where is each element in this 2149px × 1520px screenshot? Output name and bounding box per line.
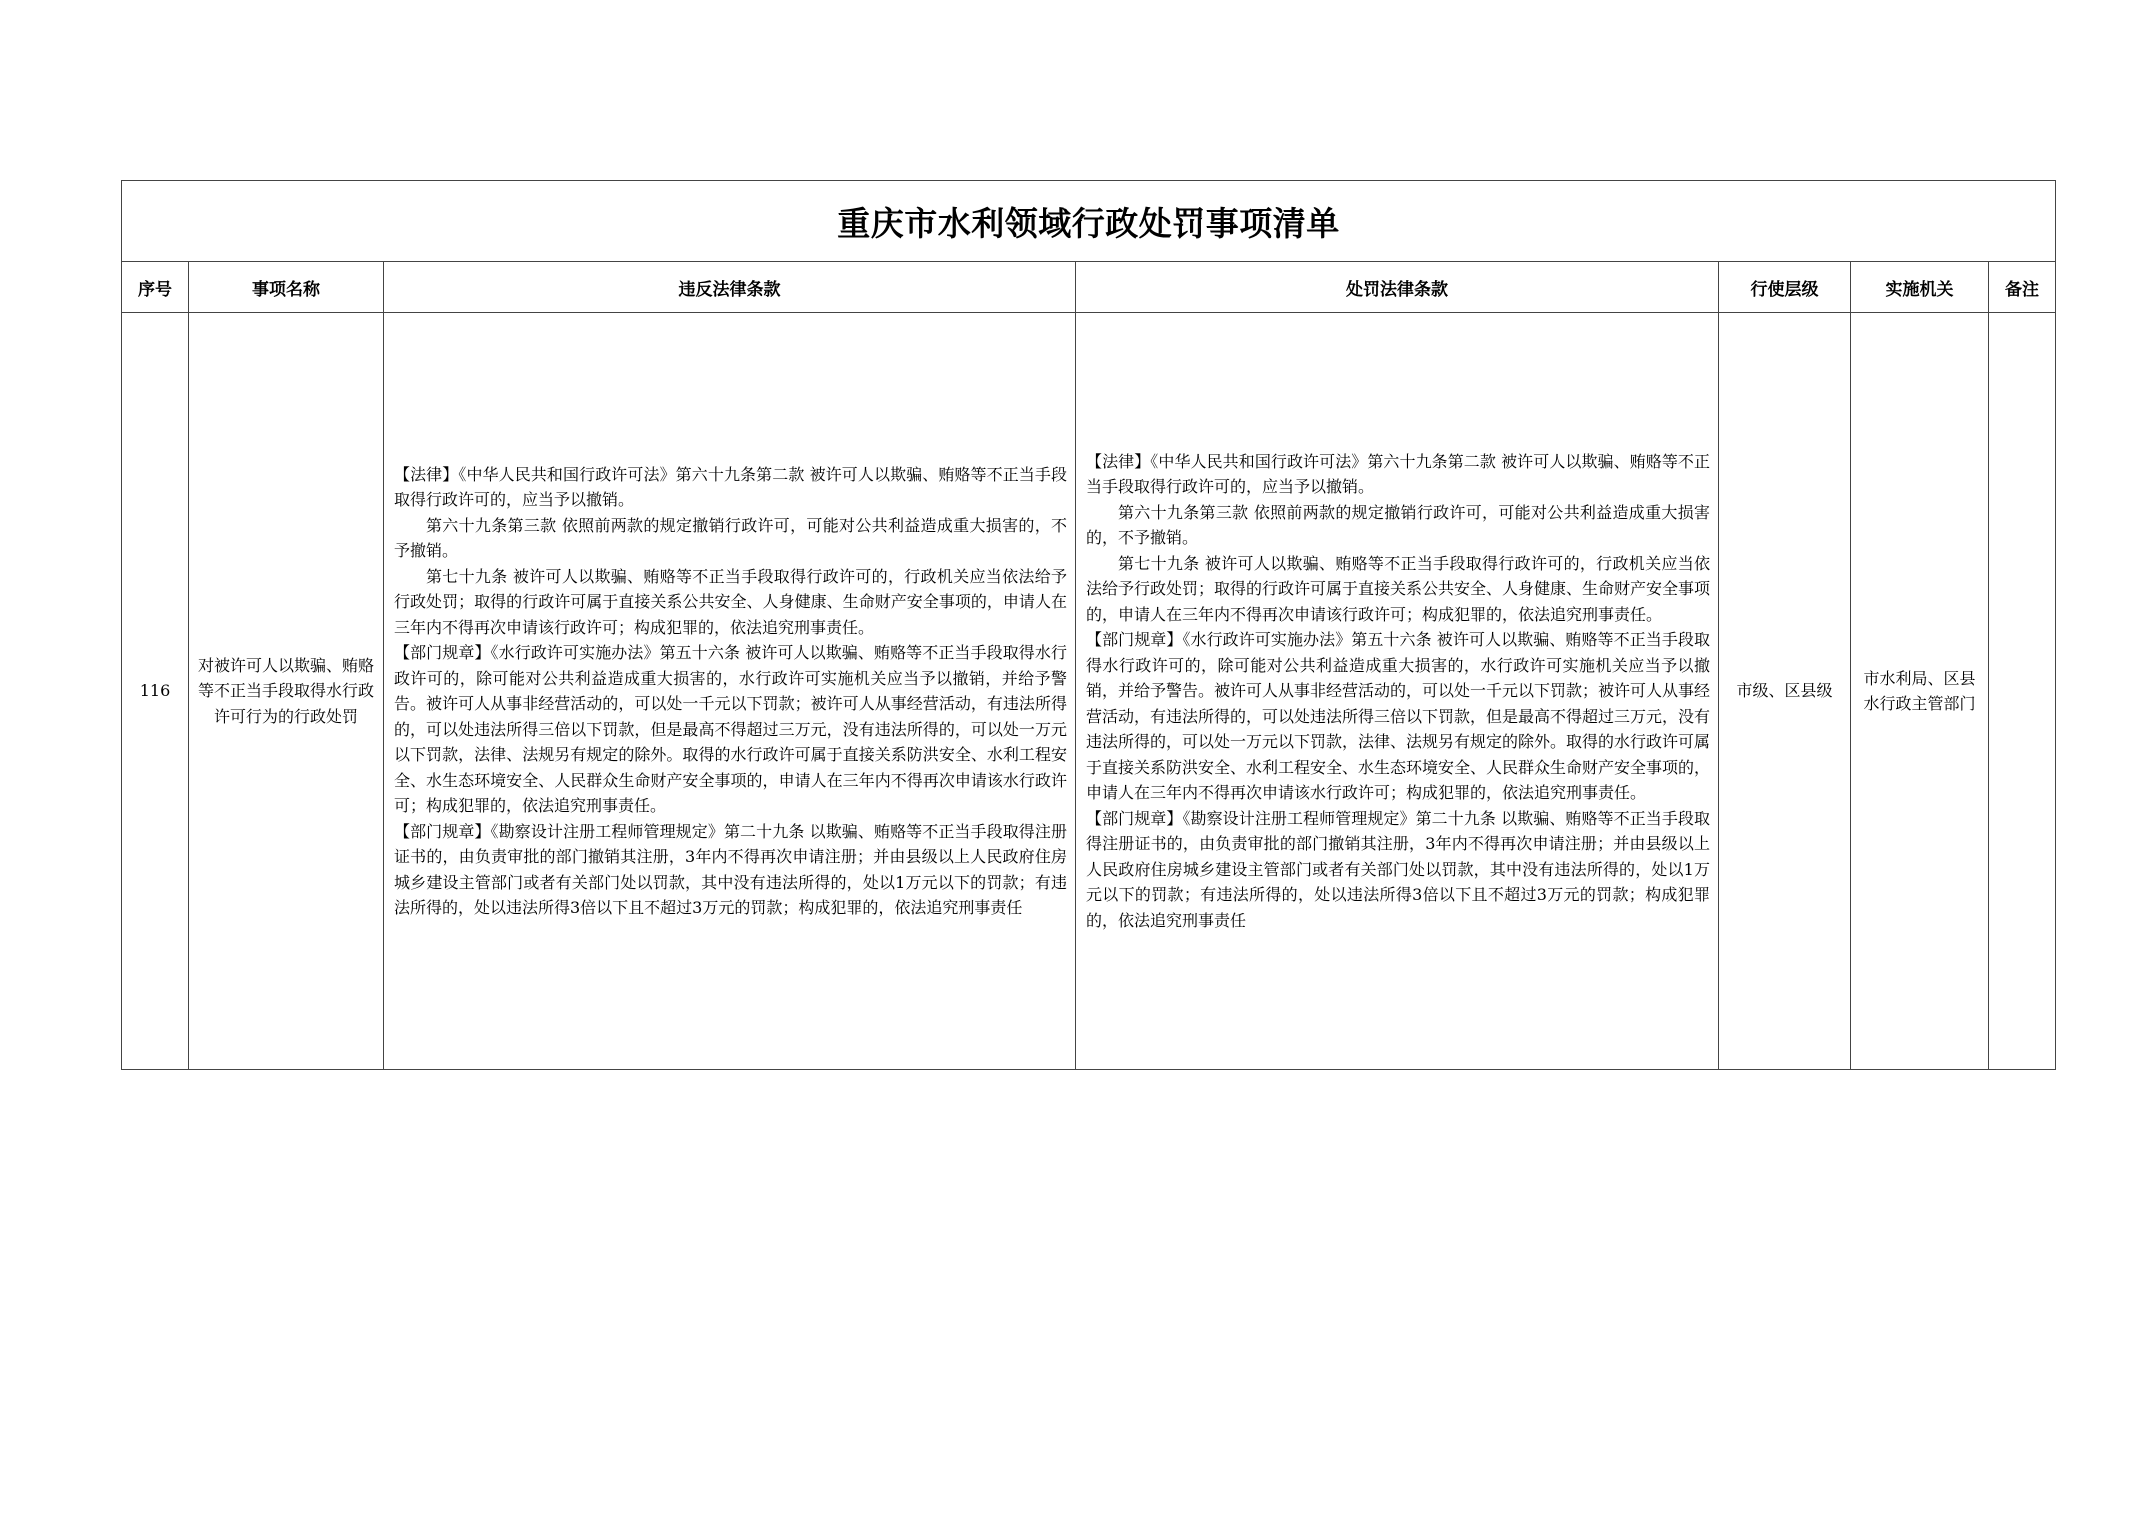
header-level: 行使层级: [1719, 262, 1851, 313]
cell-level: 市级、区县级: [1719, 313, 1851, 1070]
penalty-provision-5: 【部门规章】《勘察设计注册工程师管理规定》第二十九条 以欺骗、贿赂等不正当手段取得注册证书的，由负责审批的部门撤销其注册，3年内不得再次申请注册；并由县级以上人民政府住房城乡建设主管部门或者有关部门处以罚款，其中没有违法所得的，处以1万元以下的罚款；有违法所得的，处以违法所得3倍以下且不超过3万元的罚款；构成犯罪的，依法追究刑事责任: [1086, 808, 1710, 930]
header-penalty-provisions: 处罚法律条款: [1076, 262, 1719, 313]
violated-provision-2: 第六十九条第三款 依照前两款的规定撤销行政许可，可能对公共利益造成重大损害的，不予撤销。: [394, 515, 1067, 560]
cell-penalty-provisions: [1076, 313, 1719, 1070]
cell-violated-provisions: [384, 313, 1076, 1070]
document-title: 重庆市水利领域行政处罚事项清单: [122, 181, 2056, 262]
penalty-provision-2: 第六十九条第三款 依照前两款的规定撤销行政许可，可能对公共利益造成重大损害的，不予撤销。: [1086, 502, 1710, 548]
cell-agency: 市水利局、区县水行政主管部门: [1851, 313, 1989, 1070]
header-item-name: 事项名称: [189, 262, 384, 313]
header-seq: 序号: [122, 262, 189, 313]
violated-provision-1: 【法律】《中华人民共和国行政许可法》第六十九条第二款 被许可人以欺骗、贿赂等不正当手段取得行政许可的，应当予以撤销。: [394, 464, 1067, 509]
violated-provision-5: 【部门规章】《勘察设计注册工程师管理规定》第二十九条 以欺骗、贿赂等不正当手段取得注册证书的，由负责审批的部门撤销其注册，3年内不得再次申请注册；并由县级以上人民政府住房城乡建设主管部门或者有关部门处以罚款，其中没有违法所得的，处以1万元以下的罚款；有违法所得的，处以违法所得3倍以下且不超过3万元的罚款；构成犯罪的，依法追究刑事责任: [394, 821, 1067, 917]
cell-item-name: 对被许可人以欺骗、贿赂等不正当手段取得水行政许可行为的行政处罚: [189, 313, 384, 1070]
penalty-provision-3: 第七十九条 被许可人以欺骗、贿赂等不正当手段取得行政许可的，行政机关应当依法给予行政处罚；取得的行政许可属于直接关系公共安全、人身健康、生命财产安全事项的，申请人在三年内不得再次申请该行政许可；构成犯罪的，依法追究刑事责任。: [1086, 553, 1711, 624]
violated-provision-3: 第七十九条 被许可人以欺骗、贿赂等不正当手段取得行政许可的，行政机关应当依法给予行政处罚；取得的行政许可属于直接关系公共安全、人身健康、生命财产安全事项的，申请人在三年内不得再次申请该行政许可；构成犯罪的，依法追究刑事责任。: [394, 566, 1067, 637]
cell-seq: 116: [122, 313, 189, 1070]
penalty-provision-1: 【法律】《中华人民共和国行政许可法》第六十九条第二款 被许可人以欺骗、贿赂等不正当手段取得行政许可的，应当予以撤销。: [1086, 451, 1710, 497]
violated-provision-4: 【部门规章】《水行政许可实施办法》第五十六条 被许可人以欺骗、贿赂等不正当手段取得水行政许可的，除可能对公共利益造成重大损害的，水行政许可实施机关应当予以撤销，并给予警告。被许可人从事非经营活动的，可以处一千元以下罚款；被许可人从事经营活动，有违法所得的，可以处违法所得三倍以下罚款，但是最高不得超过三万元，没有违法所得的，可以处一万元以下罚款，法律、法规另有规定的除外。取得的水行政许可属于直接关系防洪安全、水利工程安全、水生态环境安全、人民群众生命财产安全事项的，申请人在三年内不得再次申请该水行政许可；构成犯罪的，依法追究刑事责任。: [394, 643, 1067, 815]
penalty-provision-4: 【部门规章】《水行政许可实施办法》第五十六条 被许可人以欺骗、贿赂等不正当手段取得水行政许可的，除可能对公共利益造成重大损害的，水行政许可实施机关应当予以撤销，并给予警告。被许可人从事非经营活动的，可以处一千元以下罚款；被许可人从事经营活动，有违法所得的，可以处违法所得三倍以下罚款，但是最高不得超过三万元，没有违法所得的，可以处一万元以下罚款，法律、法规另有规定的除外。取得的水行政许可属于直接关系防洪安全、水利工程安全、水生态环境安全、人民群众生命财产安全事项的，申请人在三年内不得再次申请该水行政许可；构成犯罪的，依法追究刑事责任。: [1086, 630, 1711, 803]
header-remarks: 备注: [1989, 262, 2056, 313]
table-row: [122, 313, 2056, 1070]
cell-remarks: [1989, 313, 2056, 1070]
table-header-row: [122, 262, 2056, 313]
document-page: [121, 180, 2055, 1070]
header-violated-provisions: 违反法律条款: [384, 262, 1076, 313]
penalty-items-table: [121, 180, 2056, 1070]
header-agency: 实施机关: [1851, 262, 1989, 313]
